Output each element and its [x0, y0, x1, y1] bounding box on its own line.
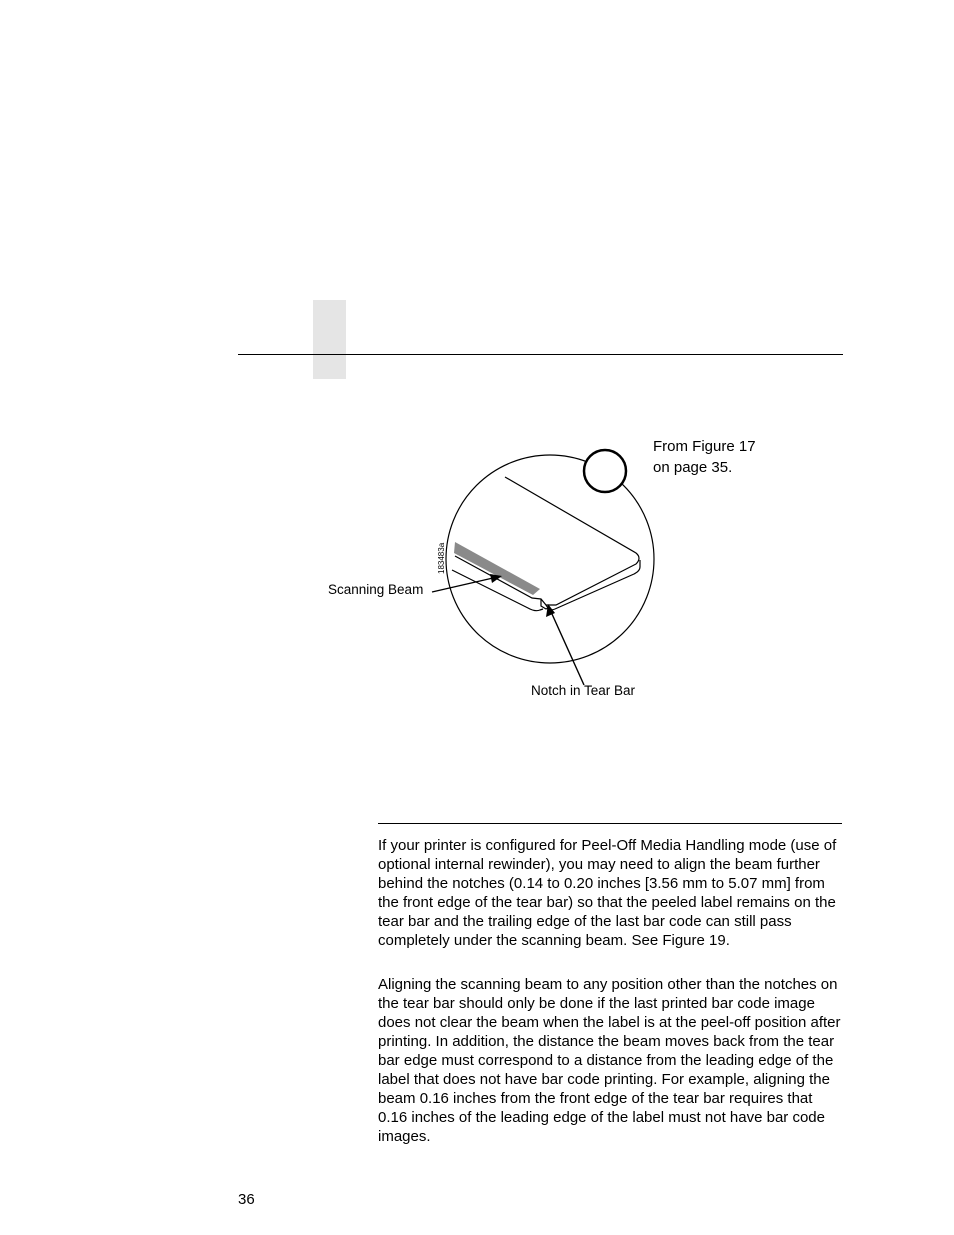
section-rule	[378, 823, 842, 824]
body-paragraph-2: Aligning the scanning beam to any position other than the notches on the tear bar should only be done if the last printed bar code image does not clear the beam when the label is at the peel-off position after printing. In addition, the distance the beam moves back from the tear bar edge must correspond to a distance from the leading edge of the label that does not have bar code printing. For example, aligning the beam 0.16 inches from the front edge of the tear bar requires that 0.16 inches of the leading edge of the label must not have bar code images.	[378, 976, 841, 1145]
notch-label: Notch in Tear Bar	[531, 683, 636, 698]
page-number: 36	[238, 1191, 255, 1208]
body-paragraph-1: If your printer is configured for Peel-Off Media Handling mode (use of optional internal rewinder), you may need to align the beam further behind the notches (0.14 to 0.20 inches [3.56 mm to 5.07 mm] from the front edge of the tear bar) so that the peeled label remains on the tear bar and the trailing edge of the last bar code can still pass completely under the scanning beam. See Figure 19.	[378, 837, 837, 949]
scanning-beam-label: Scanning Beam	[328, 582, 424, 597]
figure-callout: From Figure 17 on page 35.	[653, 438, 756, 476]
figure-part-number: 183483a	[437, 542, 446, 574]
reference-circle	[584, 450, 626, 492]
